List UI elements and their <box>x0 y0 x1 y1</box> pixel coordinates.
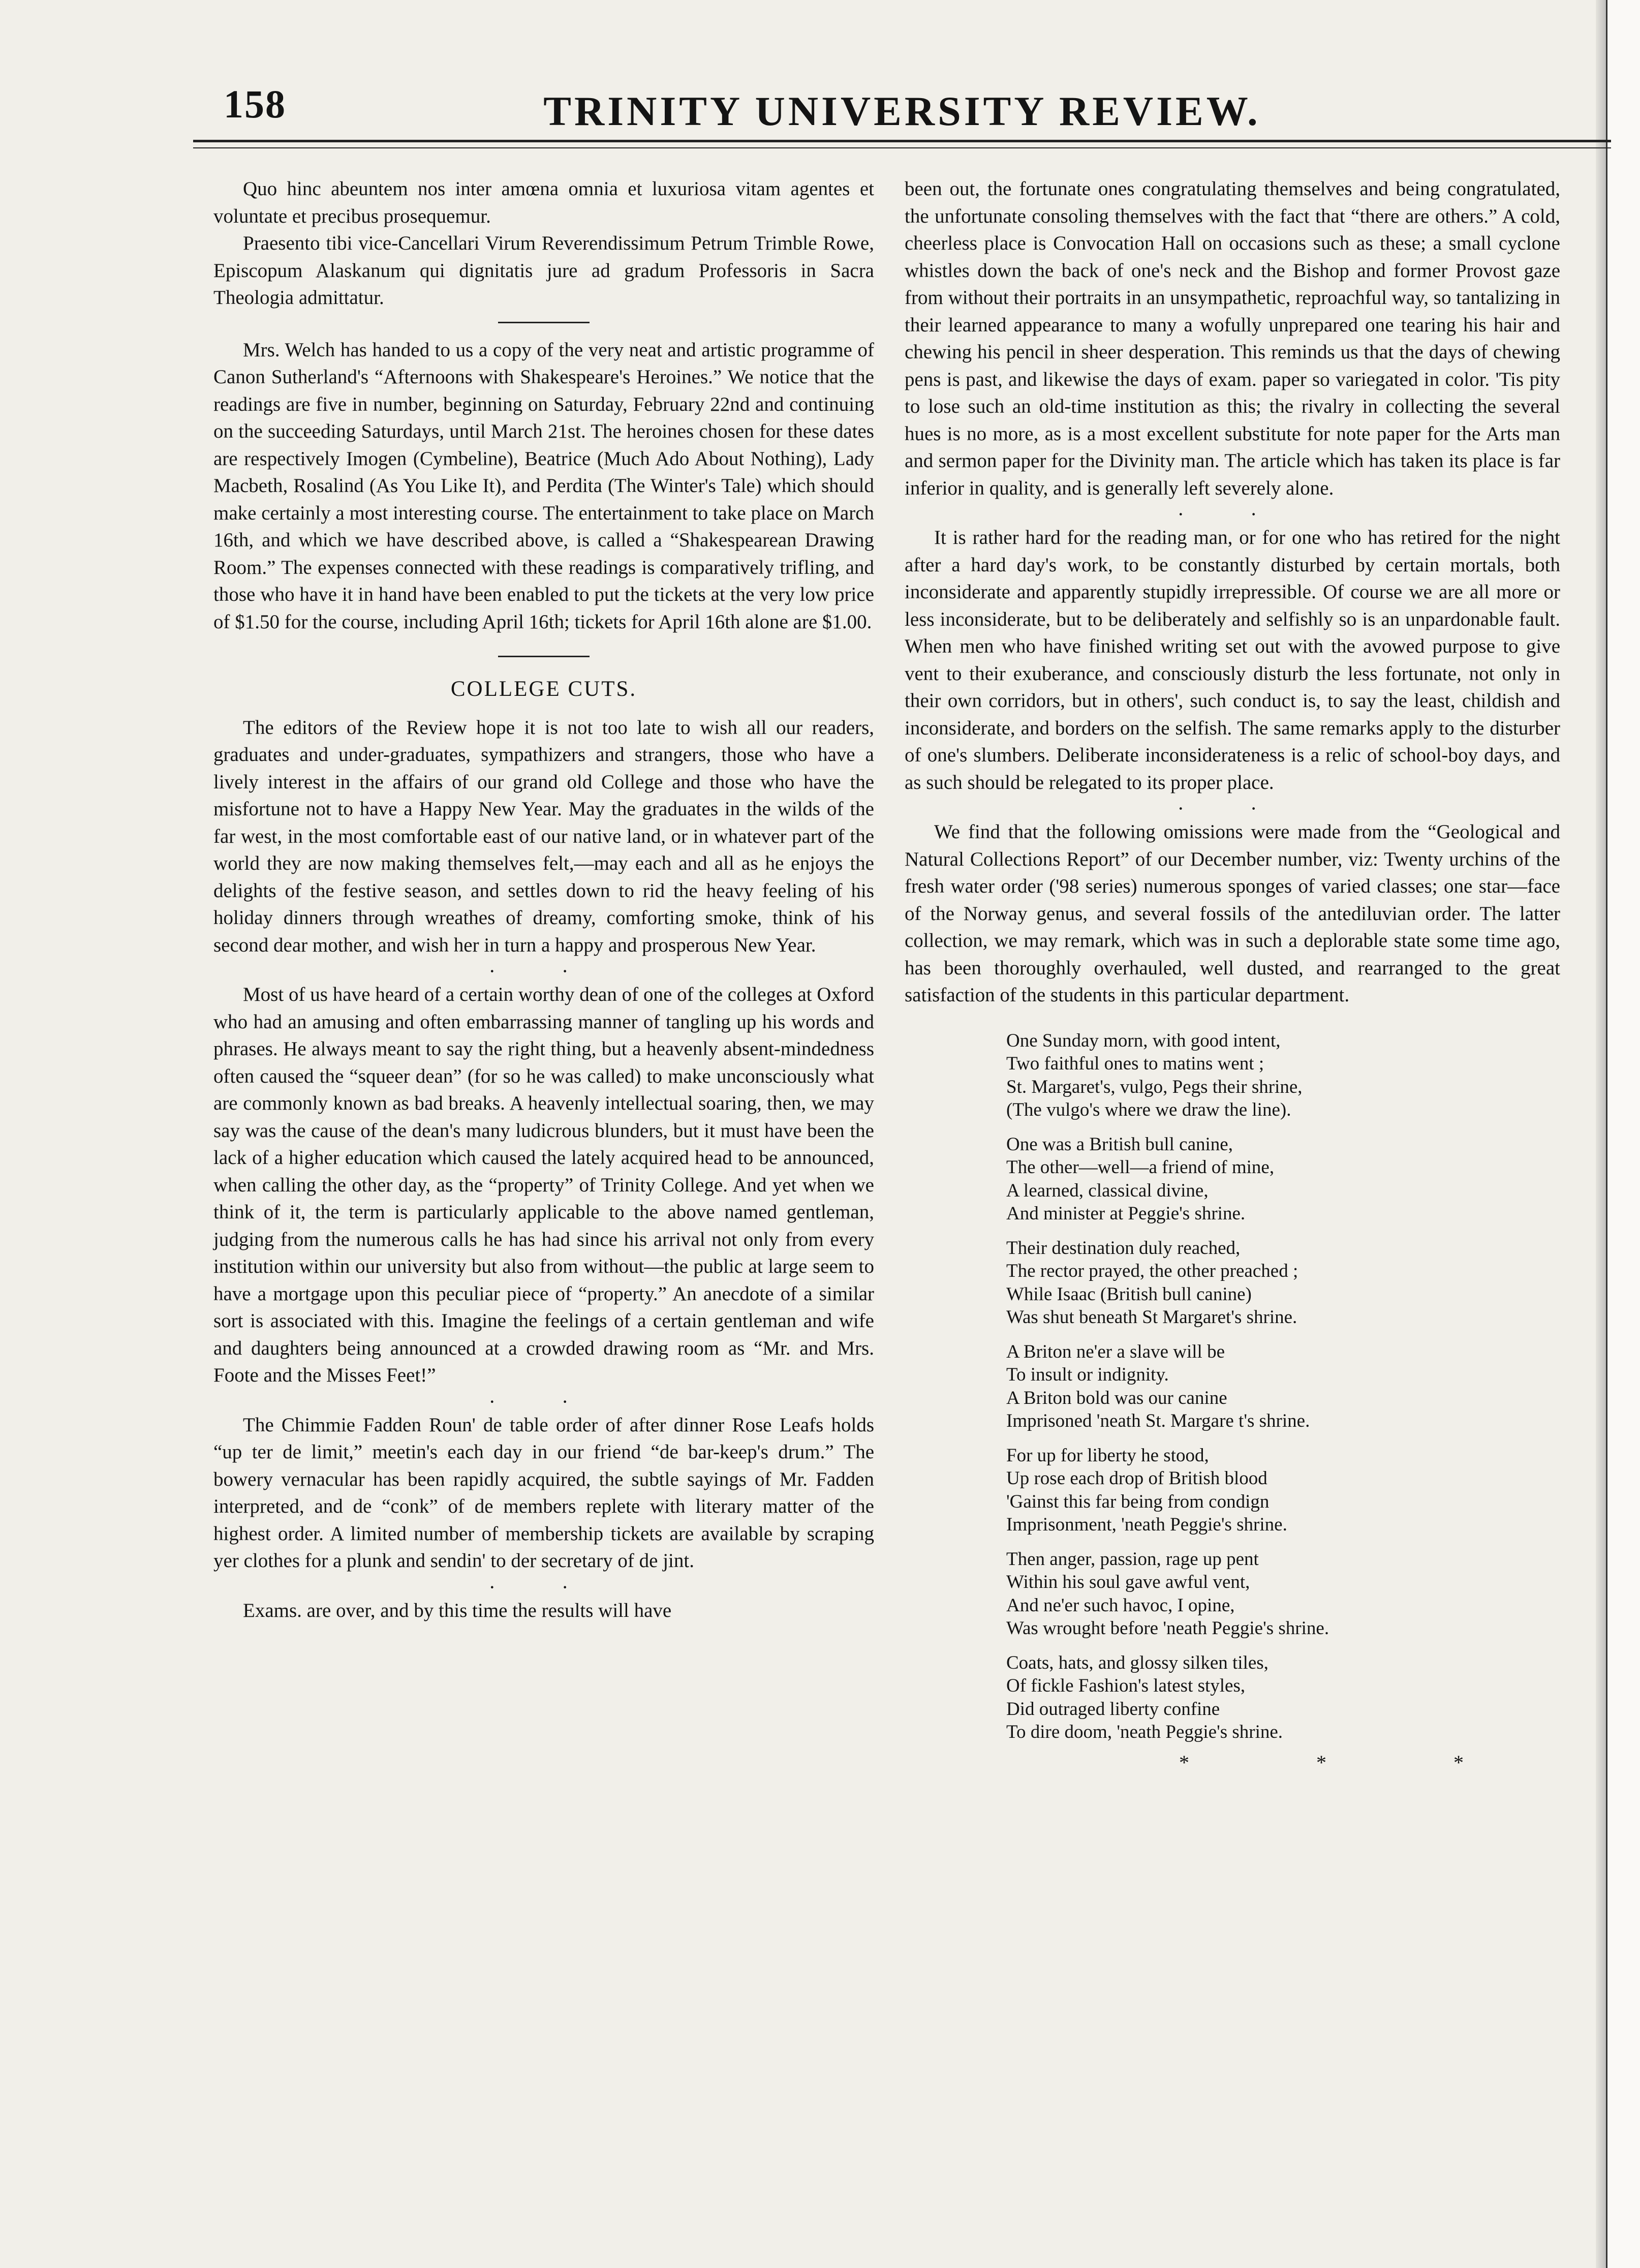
poem-line: Of fickle Fashion's latest styles, <box>1006 1675 1246 1696</box>
poem-line: One Sunday morn, with good intent, <box>1006 1030 1281 1051</box>
poem-line: Up rose each drop of British blood <box>1006 1468 1267 1489</box>
poem-line: The other—well—a friend of mine, <box>1006 1157 1275 1178</box>
poem-stanza <box>1006 1029 1560 1122</box>
cuts-paragraph-exams-start: Exams. are over, and by this time the results will have <box>243 1599 672 1621</box>
poem-line: Was shut beneath St Margaret's shrine. <box>1006 1307 1297 1328</box>
left-column <box>213 175 874 1624</box>
latin-paragraph-2: Praesento tibi vice-Cancellari Virum Reverendissimum Petrum Trimble Rowe, Episcopum Alaskanum qui dignitatis jure ad gradum Professoris in Sacra Theologia admittatur. <box>213 232 874 309</box>
poem-line: While Isaac (British bull canine) <box>1006 1283 1252 1305</box>
paragraph-dots-separator: · · <box>488 960 599 983</box>
poem-stanza <box>1006 1444 1560 1537</box>
cuts-paragraph-dean: Most of us have heard of a certain worthy dean of one of the colleges at Oxford who had an amusing and often embarrassing manner of tangling up his words and phrases. He always meant to say the right thing, but a heavenly absent-mindedness often caused the “squeer dean” (for so he was called) to make unconsciously what are commonly known as bad breaks. A heavenly intellectual soaring, then, we may say was the cause of the dean's many ludicrous blunders, but it must have been the lack of a higher education which caused the lately acquired head to be announced, when calling the other day, as the “property” of Trinity College. And yet when we think of it, the term is particularly applicable to the above named gentleman, judging from the numerous calls he has had since his arrival not only from every institution within our university but also from without—the public at large seem to have a mortgage upon this peculiar piece of “property.” An anecdote of a similar sort is associated with this. Imagine the feelings of a certain gentleman and wife and daughters being announced at a crowded drawing room as “Mr. and Mrs. Foote and the Misses Feet!” <box>213 984 874 1386</box>
page-number: 158 <box>224 82 286 126</box>
welch-paragraph: Mrs. Welch has handed to us a copy of the very neat and artistic programme of Canon Sutherland's “Afternoons with Shakespeare's Heroines.” We notice that the readings are five in number, beginning on Saturday, February 22nd and continuing on the succeeding Saturdays, until March 21st. The heroines chosen for these dates are respectively Imogen (Cymbeline), Beatrice (Much Ado About Nothing), Lady Macbeth, Rosalind (As You Like It), and Perdita (The Winter's Tale) which should make certainly a most interesting course. The entertainment to take place on March 16th, and which we have described above, is called a “Shakespearean Drawing Room.” The expenses connected with these readings is comparatively trifling, and those who have it in hand have been enabled to put the tickets at the very low price of $1.50 for the course, including April 16th; tickets for April 16th alone are $1.00. <box>213 339 874 633</box>
college-cuts-heading: COLLEGE CUTS. <box>450 677 637 701</box>
poem-line: St. Margaret's, vulgo, Pegs their shrine, <box>1006 1076 1303 1097</box>
masthead-title: TRINITY UNIVERSITY REVIEW. <box>543 88 1261 134</box>
cuts-paragraph-newyear: The editors of the Review hope it is not too late to wish all our readers, graduates and under-graduates, sympathizers and strangers, those who have a lively interest in the affairs of our grand old College and those who have the misfortune not to have a Happy New Year. May the graduates in the wilds of the far west, in the most comfortable east of our native land, or in whatever part of the world they are now making themselves felt,—may each and all as he enjoys the delights of the festive season, and settles down to rid the heavy feeling of his holiday dinners through wreathes of dreamy, comforting smoke, think of his second dear mother, and wish her in turn a happy and prosperous New Year. <box>213 716 874 956</box>
poem <box>1006 1029 1560 1774</box>
poem-line: 'Gainst this far being from condign <box>1006 1491 1270 1512</box>
poem-line: A learned, classical divine, <box>1006 1180 1209 1201</box>
poem-stanza <box>1006 1237 1560 1329</box>
paragraph-dots-separator: · · <box>1177 797 1288 820</box>
poem-line: And minister at Peggie's shrine. <box>1006 1203 1246 1224</box>
poem-line: One was a British bull canine, <box>1006 1133 1233 1155</box>
header-rule-thin <box>193 147 1611 148</box>
omissions-paragraph: We find that the following omissions were made from the “Geological and Natural Collections Report” of our December number, viz: Twenty urchins of the fresh water order ('98 series) numerous sponges of varied classes; one star—face of the Norway genus, and several fossils of the antediluvian order. The latter collection, we may remark, which was in such a deplorable state some time ago, has been thoroughly overhauled, well dusted, and rearranged to the great satisfaction of the students in this particular department. <box>905 821 1560 1006</box>
poem-line: Was wrought before 'neath Peggie's shrine. <box>1006 1618 1329 1639</box>
poem-line: Imprisoned 'neath St. Margare t's shrine. <box>1006 1411 1310 1431</box>
poem-line: Then anger, passion, rage up pent <box>1006 1548 1259 1570</box>
paragraph-dots-separator: · · <box>1177 503 1288 526</box>
page <box>193 76 1611 2226</box>
poem-line: Did outraged liberty confine <box>1006 1698 1220 1720</box>
poem-stanza <box>1006 1548 1560 1640</box>
poem-stanza <box>1006 1651 1560 1744</box>
section-divider <box>498 322 590 323</box>
section-divider <box>498 656 590 657</box>
poem-line: Their destination duly reached, <box>1006 1237 1241 1259</box>
cuts-paragraph-fadden: The Chimmie Fadden Roun' de table order of after dinner Rose Leafs holds “up ter de limit,” meetin's each day in our friend “de bar-keep's drum.” The bowery vernacular has been rapidly acquired, the subtle sayings of Mr. Fadden interpreted, and de “conk” of de members replete with literary matter of the highest order. A limited number of membership tickets are available by scraping yer clothes for a plunk and sendin' to der secretary of de jint. <box>213 1414 874 1572</box>
latin-paragraph-1: Quo hinc abeuntem nos inter amœna omnia et luxuriosa vitam agentes et voluntate et precibus prosequemur. <box>213 178 874 227</box>
right-column <box>905 175 1560 1774</box>
exams-paragraph-continued: been out, the fortunate ones congratulating themselves and being congratulated, the unfortunate consoling themselves with the fact that “there are others.” A cold, cheerless place is Convocation Hall on occasions such as these; a small cyclone whistles down the back of one's neck and the Bishop and former Provost gaze from without their portraits in an unsympathetic, reproachful way, so tantalizing in their learned appearance to many a wofully unprepared one tearing his hair and chewing his pencil in sheer desperation. This reminds us that the days of chewing pens is past, and likewise the days of exam. paper so variegated in color. 'Tis pity to lose such an old-time institution as this; the rivalry in collecting the several hues is no more, as is a most excellent substitute for note paper for the Arts man and sermon paper for the Divinity man. The article which has taken its place is far inferior in quality, and is generally left severely alone. <box>905 178 1560 499</box>
page-header <box>193 76 1611 137</box>
poem-line: A Briton bold was our canine <box>1006 1387 1227 1408</box>
poem-line: Two faithful ones to matins went ; <box>1006 1053 1264 1074</box>
reading-man-paragraph: It is rather hard for the reading man, or for one who has retired for the night after a hard day's work, to be constantly disturbed by certain mortals, both inconsiderate and apparently stupidly irrepressible. Of course we are all more or less inconsiderate, but to be deliberately and selfishly so is an unpardonable fault. When men who have finished writing set out with the avowed purpose to give vent to their exuberance, and consciously disturb the less fortunate, not only in their own corridors, but in others', such conduct is, to say the least, childish and inconsiderate, and borders on the selfish. The same remarks apply to the disturber of one's slumbers. Deliberate inconsiderateness is a relic of school-boy days, and as such should be relegated to its proper place. <box>905 527 1560 793</box>
poem-line: Within his soul gave awful vent, <box>1006 1572 1250 1592</box>
header-rule-thick <box>193 140 1611 142</box>
poem-line: For up for liberty he stood, <box>1006 1445 1209 1466</box>
poem-line: To dire doom, 'neath Peggie's shrine. <box>1006 1722 1283 1742</box>
adjacent-page-edge <box>1606 0 1640 2268</box>
poem-line: The rector prayed, the other preached ; <box>1006 1261 1298 1281</box>
paragraph-dots-separator: · · <box>488 1575 599 1599</box>
poem-line: Coats, hats, and glossy silken tiles, <box>1006 1652 1268 1673</box>
poem-line: (The vulgo's where we draw the line). <box>1006 1099 1291 1120</box>
poem-line: Imprisonment, 'neath Peggie's shrine. <box>1006 1514 1287 1535</box>
poem-line: A Briton ne'er a slave will be <box>1006 1341 1225 1362</box>
paragraph-dots-separator: · · <box>488 1390 599 1413</box>
poem-line: And ne'er such havoc, I opine, <box>1006 1595 1235 1616</box>
poem-line: To insult or indignity. <box>1006 1364 1169 1385</box>
poem-stanza <box>1006 1133 1560 1225</box>
poem-ending-asterisks: * * * <box>1179 1751 1525 1774</box>
poem-stanza <box>1006 1340 1560 1433</box>
